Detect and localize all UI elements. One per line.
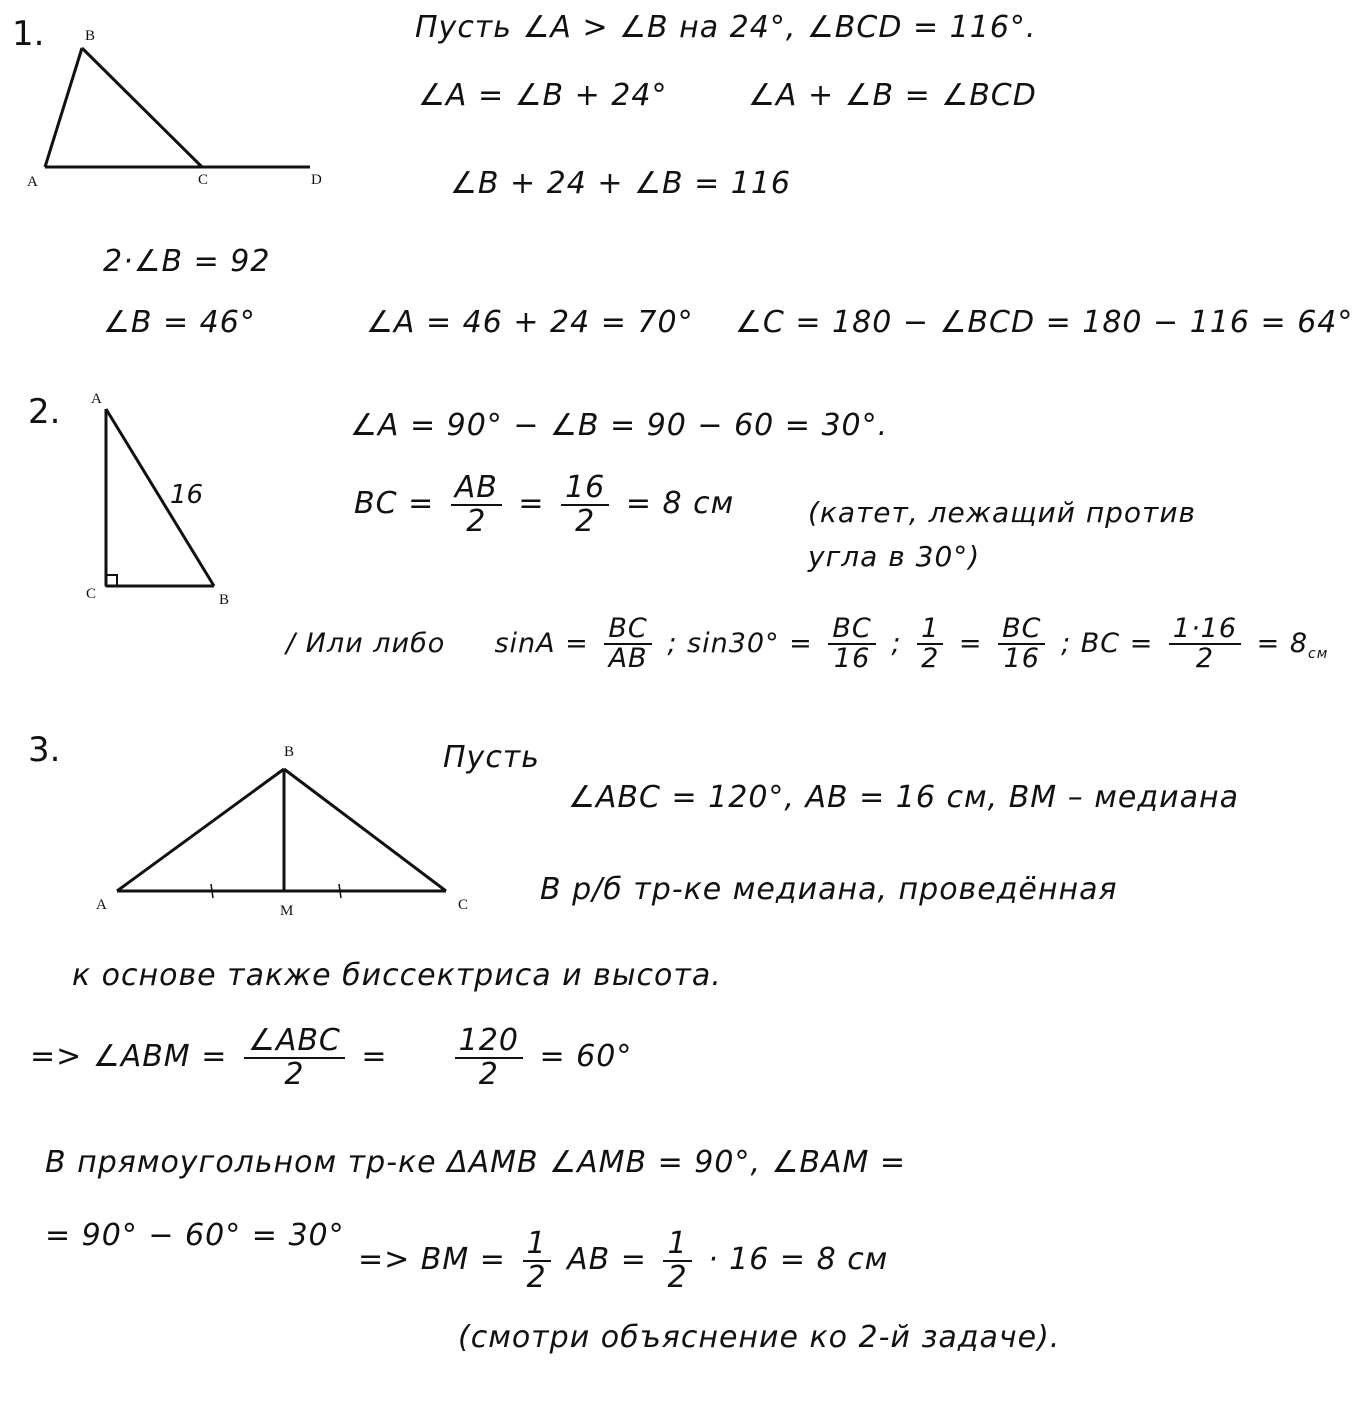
- problem-2-bc-formula: [354, 472, 734, 537]
- fraction-1-over-2-a: [523, 1228, 551, 1293]
- problem-1-given: Пусть ∠A > ∠B на 24°, ∠BCD = 116°.: [415, 10, 1037, 45]
- frac-bottom: 2: [466, 503, 487, 539]
- equals-sign: =: [518, 486, 545, 521]
- bm-left: => BM =: [358, 1242, 506, 1277]
- fraction-1-over-2-b: [663, 1228, 691, 1293]
- sin-30-left: ; sin30° =: [667, 627, 813, 659]
- problem-1-eq-c-value: ∠C = 180 − ∠BCD = 180 − 116 = 64°: [735, 305, 1353, 340]
- bc-left: ; BC =: [1061, 627, 1154, 659]
- bc-prefix: BC =: [354, 486, 435, 521]
- label-c-2: C: [86, 586, 97, 602]
- frac-bottom: 2: [1195, 643, 1215, 675]
- equals-sign: =: [958, 627, 983, 659]
- problem-1-eq-a: ∠A = ∠B + 24°: [418, 78, 668, 113]
- frac-top: BC: [828, 615, 875, 645]
- frac-top: 1: [917, 615, 943, 645]
- problem-3-property-line1: В р/б тр-ке медиана, проведённая: [540, 872, 1118, 907]
- fraction-1-over-2: [917, 615, 943, 674]
- frac-bottom: 16: [833, 643, 871, 675]
- sin-a-left: sinA =: [494, 627, 589, 659]
- bc-result-8: = 8: [1256, 627, 1309, 659]
- label-a-2: A: [91, 391, 102, 407]
- problem-2-angle-a: ∠A = 90° − ∠B = 90 − 60 = 30°.: [350, 408, 889, 443]
- fraction-bc-over-16-b: [998, 615, 1045, 674]
- problem-3-right-triangle-line: В прямоугольном тр-ке ΔAMB ∠AMB = 90°, ∠BAM =: [45, 1145, 907, 1180]
- frac-bottom: AB: [608, 643, 648, 675]
- fraction-bc-over-ab: [604, 615, 651, 674]
- label-b-2: B: [219, 592, 230, 608]
- problem-3-abm-formula: [30, 1025, 632, 1090]
- frac-bottom: 2: [575, 503, 596, 539]
- triangle-abc-figure-1: [45, 48, 310, 167]
- problem-2-note-line2: угла в 30°): [808, 540, 981, 573]
- problem-2-note-line1: (катет, лежащий против: [808, 496, 1197, 529]
- equals-sign: =: [361, 1039, 388, 1074]
- label-c-1: C: [198, 172, 209, 188]
- problem-1-number: 1.: [12, 14, 45, 54]
- label-a-3: A: [96, 897, 107, 913]
- label-c-3: C: [458, 897, 469, 913]
- frac-top: 1: [523, 1228, 551, 1262]
- frac-top: BC: [998, 615, 1045, 645]
- unit-cm: см: [1308, 646, 1329, 663]
- bm-mid: AB =: [567, 1242, 647, 1277]
- problem-3-property-line2: к основе также биссектриса и высота.: [72, 958, 722, 993]
- fraction-ab-over-2: [451, 472, 502, 537]
- abm-result: = 60°: [539, 1039, 633, 1074]
- problem-1-eq-b: ∠B = 46°: [103, 305, 256, 340]
- frac-top: 1: [663, 1228, 691, 1262]
- frac-top: ∠ABC: [244, 1025, 345, 1059]
- alt-prefix: / Или либо: [286, 627, 446, 659]
- frac-bottom: 2: [526, 1259, 547, 1295]
- hypotenuse-length-label: 16: [170, 480, 204, 510]
- label-m-3: M: [280, 903, 294, 919]
- problem-1-eq-sum: ∠A + ∠B = ∠BCD: [748, 78, 1037, 113]
- frac-bottom: 2: [921, 643, 940, 675]
- problem-1-eq-a-value: ∠A = 46 + 24 = 70°: [366, 305, 694, 340]
- frac-bottom: 2: [284, 1056, 305, 1092]
- label-b-1: B: [85, 28, 96, 44]
- problem-2-alternative: / Или либо sinA = $\frac{BC}{AB}$ ; sin30° = $\frac{BC}{16}$ ; $\frac{1}{2}$ = $\frac{BC}{16}$ ; BC = $\frac{1\cdot 16}{2}$ = $8_{см}$: [286, 613, 1329, 675]
- fraction-120-over-2: [455, 1025, 523, 1090]
- frac-top: 16: [561, 472, 609, 506]
- fraction-16-over-2: [561, 472, 609, 537]
- problem-2-number: 2.: [28, 392, 61, 432]
- problem-1-eq-sub: ∠B + 24 + ∠B = 116: [450, 166, 792, 201]
- problem-3-reference-note: (смотри объяснение ко 2-й задаче).: [458, 1320, 1061, 1355]
- problem-3-given: ∠ABC = 120°, AB = 16 см, BM – медиана: [568, 780, 1239, 815]
- fraction-abc-over-2: [244, 1025, 345, 1090]
- frac-top: BC: [604, 615, 651, 645]
- frac-top: 120: [455, 1025, 523, 1059]
- abm-left: => ∠ABM =: [30, 1039, 228, 1074]
- bm-result: · 16 = 8 см: [708, 1242, 889, 1277]
- label-d-1: D: [311, 172, 322, 188]
- problem-3-bm-formula: [358, 1228, 888, 1293]
- problem-3-number: 3.: [28, 730, 61, 770]
- frac-top: 1·16: [1169, 615, 1241, 645]
- label-a-1: A: [27, 174, 38, 190]
- frac-top: AB: [451, 472, 502, 506]
- frac-bottom: 2: [478, 1056, 499, 1092]
- fraction-1x16-over-2: [1169, 615, 1241, 674]
- label-b-3: B: [284, 744, 295, 760]
- problem-3-given-prefix: Пусть: [443, 740, 540, 775]
- fraction-bc-over-16: [828, 615, 875, 674]
- frac-bottom: 16: [1003, 643, 1040, 675]
- frac-bottom: 2: [667, 1259, 688, 1295]
- bc-result: = 8 см: [625, 486, 735, 521]
- problem-3-bam-value: = 90° − 60° = 30°: [45, 1218, 345, 1253]
- isosceles-triangle-figure-3: [117, 769, 446, 898]
- problem-1-eq-2b: 2·∠B = 92: [103, 244, 271, 279]
